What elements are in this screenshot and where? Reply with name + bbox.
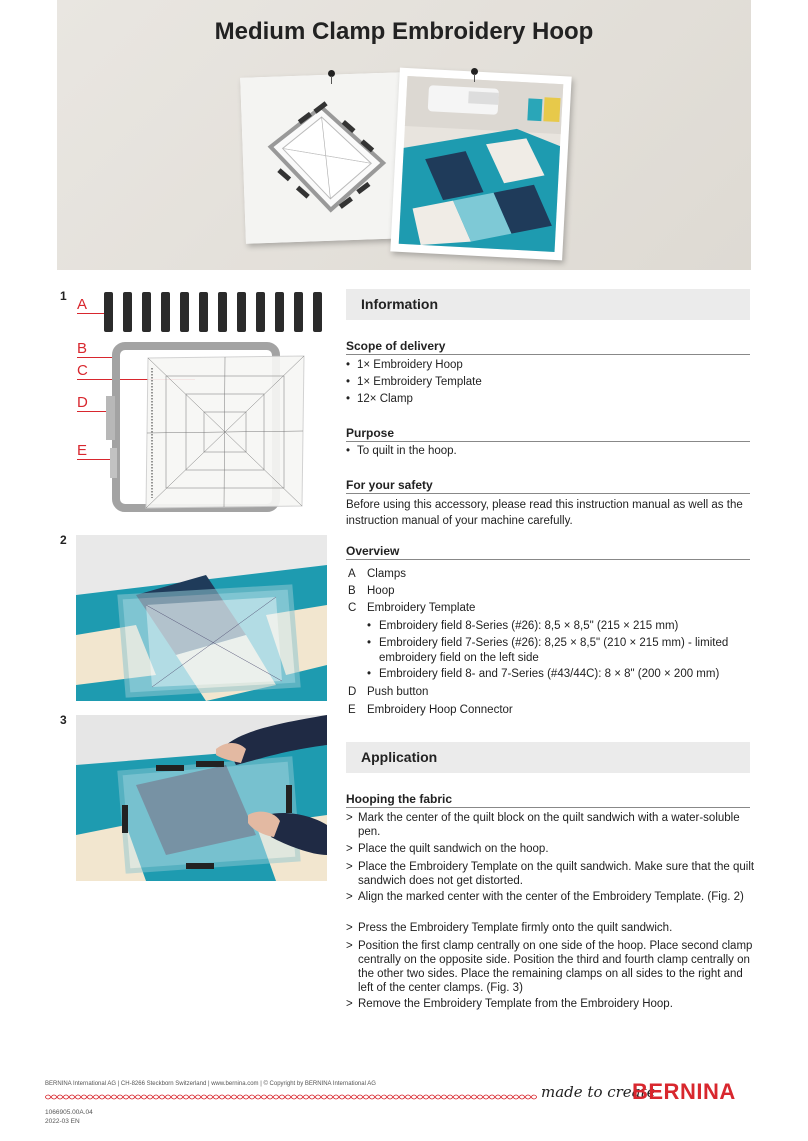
fig2-photo [76,535,327,701]
step-item: > Place the Embroidery Template on the quilt sandwich. Make sure that the quilt sandwich does not get distorted. [346,860,758,888]
safety-text: Before using this accessory, please read this instruction manual as well as the instruction manual of your machine carefully. [346,499,743,527]
decorative-wave [45,1093,537,1101]
step-item: > Mark the center of the quilt block on the quilt sandwich with a water-soluble pen. [346,811,758,839]
pin-icon [328,70,335,77]
slogan: made to create [541,1083,656,1101]
list-item: • 1× Embroidery Hoop [346,357,463,373]
doc-date: 2022-03 EN [45,1118,80,1125]
overview-item: Embroidery Hoop Connector [367,704,513,716]
hoop-diagram [96,288,326,513]
document-number [45,1108,93,1126]
overview-subitem: • Embroidery field 8- and 7-Series (#43/44C): 8 × 8" (200 × 200 mm) [367,667,759,682]
section-heading: Information [361,296,438,312]
figure-label-e: E [77,442,88,459]
step-item: > Place the quilt sandwich on the hoop. [346,842,758,856]
purpose-heading: Purpose [346,426,750,442]
hooping-heading: Hooping the fabric [346,792,750,808]
overview-subitem: • Embroidery field 7-Series (#26): 8,25 × 8,5" (210 × 215 mm) - limited embroidery field on the left side [367,636,759,666]
section-application [346,742,750,773]
overview-item: Embroidery Template [367,602,476,614]
overview-letter: D [348,686,357,698]
footer-address: BERNINA International AG | CH-8266 Steckborn Switzerland | www.bernina.com | © Copyright by BERNINA International AG [45,1081,376,1087]
figure-label-d: D [77,394,88,411]
section-heading: Application [361,749,438,765]
step-item: > Position the first clamp centrally on one side of the hoop. Place second clamp centrally on the opposite side. Position the third and fourth clamp centrally on the other two sides. Place the remaining clamps on all sides to the right and left of the center clamps. (Fig. 3) [346,939,758,995]
step-item: > Remove the Embroidery Template from the Embroidery Hoop. [346,997,758,1011]
list-item: • 12× Clamp [346,391,413,407]
overview-subitem: • Embroidery field 8-Series (#26): 8,5 × 8,5" (215 × 215 mm) [367,619,759,634]
safety-heading: For your safety [346,478,750,494]
hoop-photo [240,72,408,244]
overview-letter: E [348,704,356,716]
figure-label-a: A [77,296,88,313]
overview-item: Hoop [367,585,395,597]
pin-icon [471,68,478,75]
overview-letter: B [348,585,356,597]
scope-heading: Scope of delivery [346,339,750,355]
overview-item: Push button [367,686,429,698]
figure-label-c: C [77,362,88,379]
page-title: Medium Clamp Embroidery Hoop [214,18,594,45]
quilt-photo [390,68,571,261]
overview-letter: C [348,602,357,614]
fig3-photo [76,715,327,881]
overview-item: Clamps [367,568,406,580]
list-item: • To quilt in the hoop. [346,443,457,459]
overview-heading: Overview [346,544,750,560]
brand-logo: BERNINA [632,1079,736,1104]
list-item: • 1× Embroidery Template [346,374,482,390]
figure-number: 1 [60,289,67,303]
figure-label-b: B [77,340,88,357]
figure-number: 3 [60,713,67,727]
section-information [346,289,750,320]
figure-number: 2 [60,533,67,547]
step-item: > Align the marked center with the center of the Embroidery Template. (Fig. 2) [346,890,758,904]
hero-banner [57,0,751,270]
step-item: > Press the Embroidery Template firmly onto the quilt sandwich. [346,921,758,935]
overview-letter: A [348,568,356,580]
doc-number: 1066905.00A.04 [45,1109,93,1116]
